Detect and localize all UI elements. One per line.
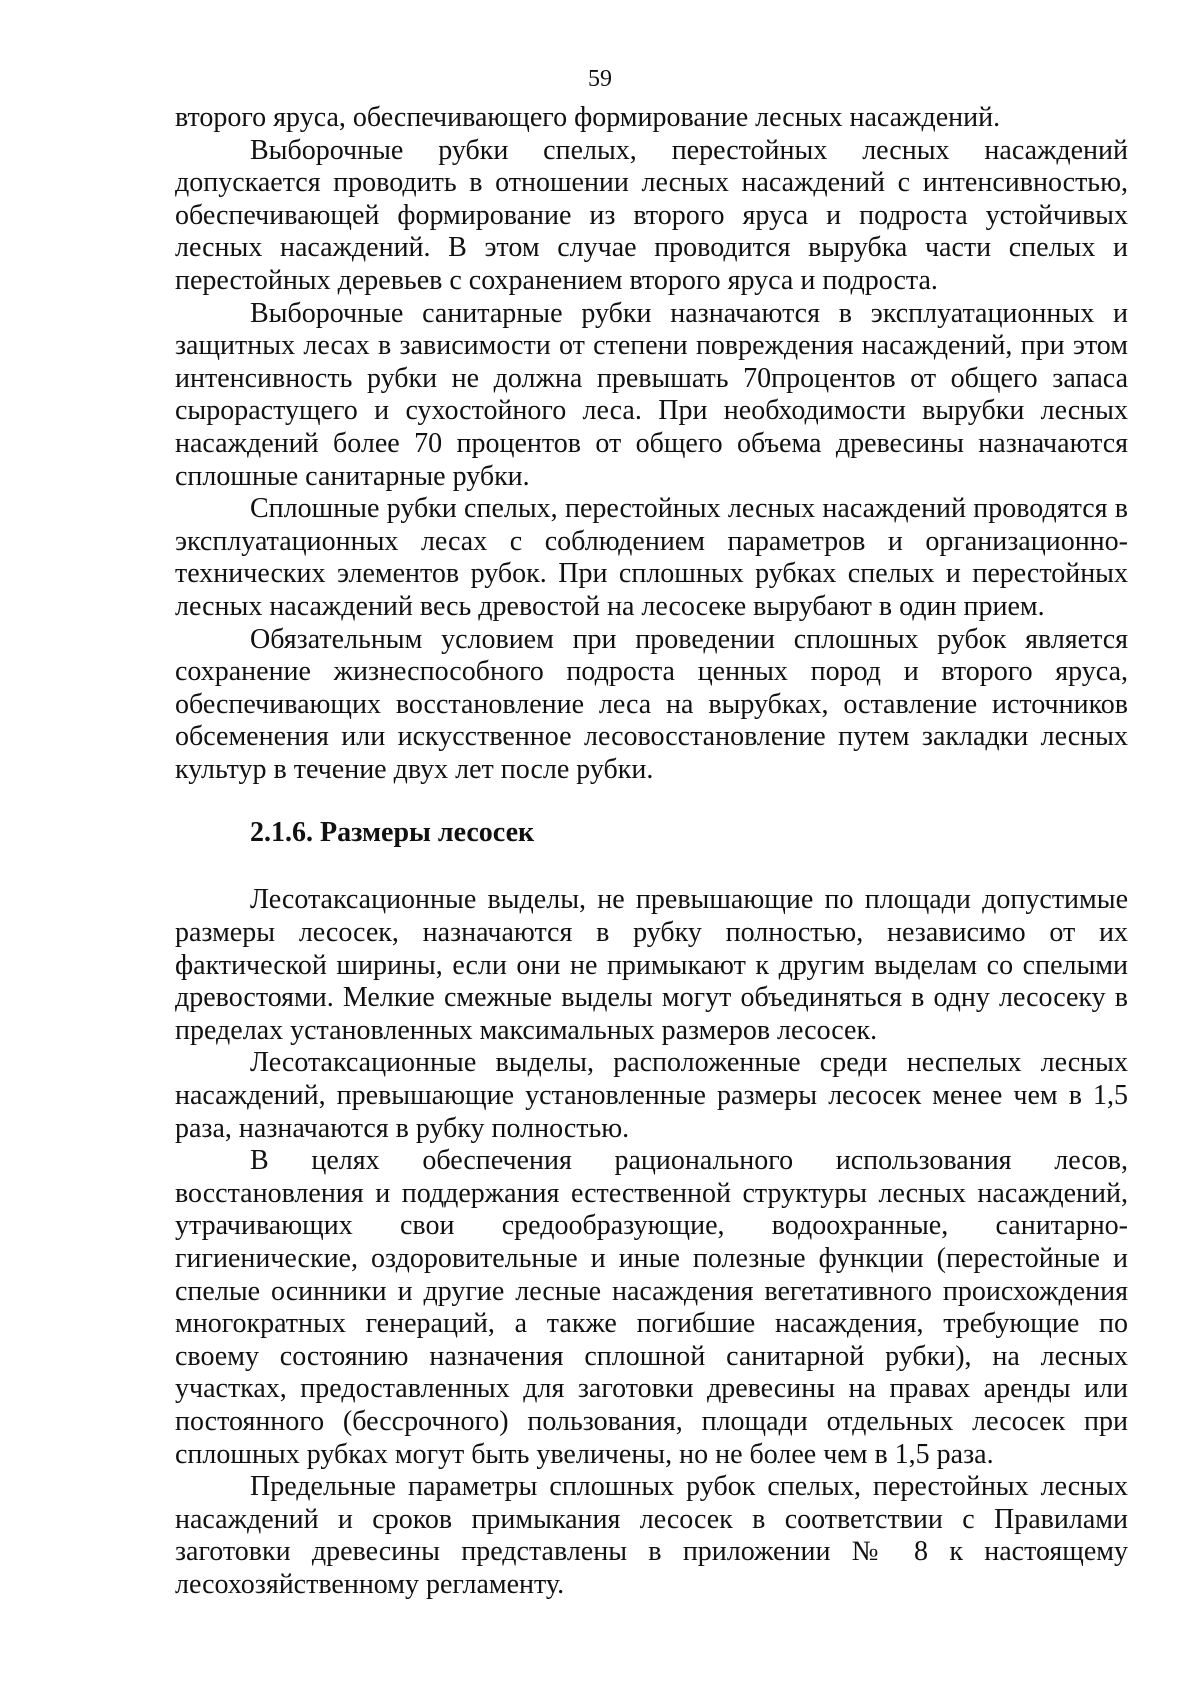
paragraph-sanitary-cutting: Выборочные санитарные рубки назначаются в эксплуатационных и защитных лесах в зависимости от степени повреждения насаждений, при этом интенсивность рубки не должна превышать 70процентов от общего запаса сырорастущего и сухостойного леса. При необходимости вырубки лесных насаждений более 70 процентов от общего объема древесины назначаются сплошные санитарные рубки. bbox=[175, 297, 1128, 492]
section-heading: 2.1.6. Размеры лесосек bbox=[250, 817, 535, 849]
paragraph-continuation: второго яруса, обеспечивающего формирование лесных насаждений. bbox=[175, 102, 1001, 133]
page-number: 59 bbox=[588, 66, 612, 92]
paragraph-allotments-full: Лесотаксационные выделы, не превышающие по площади допустимые размеры лесосек, назначаются в рубку полностью, независимо от их фактической ширины, если они не примыкают к другим выделам со спелыми древостоями. Мелкие смежные выделы могут объединяться в одну лесосеку в пределах установленных максимальных размеров лесосек. bbox=[175, 884, 1128, 1046]
paragraph-rational-use: В целях обеспечения рационального использования лесов, восстановления и поддержания естественной структуры лесных насаждений, утрачивающих свои средообразующие, водоохранные, санитарно-гигиенические, оздоровительные и иные полезные функции (перестойные и спелые осинники и другие лесные насаждения вегетативного происхождения многократных генераций, а также погибшие насаждения, требующие по своему состоянию назначения сплошной санитарной рубки), на лесных участках, предоставленных для заготовки древесины на правах аренды или постоянного (бессрочного) пользования, площади отдельных лесосек при сплошных рубках могут быть увеличены, но не более чем в 1,5 раза. bbox=[175, 1145, 1128, 1470]
paragraph-mandatory-condition: Обязательным условием при проведении сплошных рубок является сохранение жизнеспособного подроста ценных пород и второго яруса, обеспечивающих восстановление леса на вырубках, оставление источников обсеменения или искусственное лесовосстановление путем закладки лесных культур в течение двух лет после рубки. bbox=[175, 623, 1128, 785]
paragraph-limit-parameters: Предельные параметры сплошных рубок спелых, перестойных лесных насаждений и сроков примыкания лесосек в соответствии с Правилами заготовки древесины представлены в приложении № 8 к настоящему лесохозяйственному регламенту. bbox=[175, 1471, 1128, 1600]
document-body bbox=[175, 102, 1128, 1602]
paragraph-selective-cutting: Выборочные рубки спелых, перестойных лесных насаждений допускается проводить в отношении лесных насаждений с интенсивностью, обеспечивающей формирование из второго яруса и подроста устойчивых лесных насаждений. В этом случае проводится вырубка части спелых и перестойных деревьев с сохранением второго яруса и подроста. bbox=[175, 134, 1128, 296]
paragraph-allotments-immature: Лесотаксационные выделы, расположенные среди неспелых лесных насаждений, превышающие установленные размеры лесосек менее чем в 1,5 раза, назначаются в рубку полностью. bbox=[175, 1047, 1128, 1144]
paragraph-clear-cutting: Сплошные рубки спелых, перестойных лесных насаждений проводятся в эксплуатационных лесах с соблюдением параметров и организационно-технических элементов рубок. При сплошных рубках спелых и перестойных лесных насаждений весь древостой на лесосеке вырубают в один прием. bbox=[175, 493, 1128, 622]
